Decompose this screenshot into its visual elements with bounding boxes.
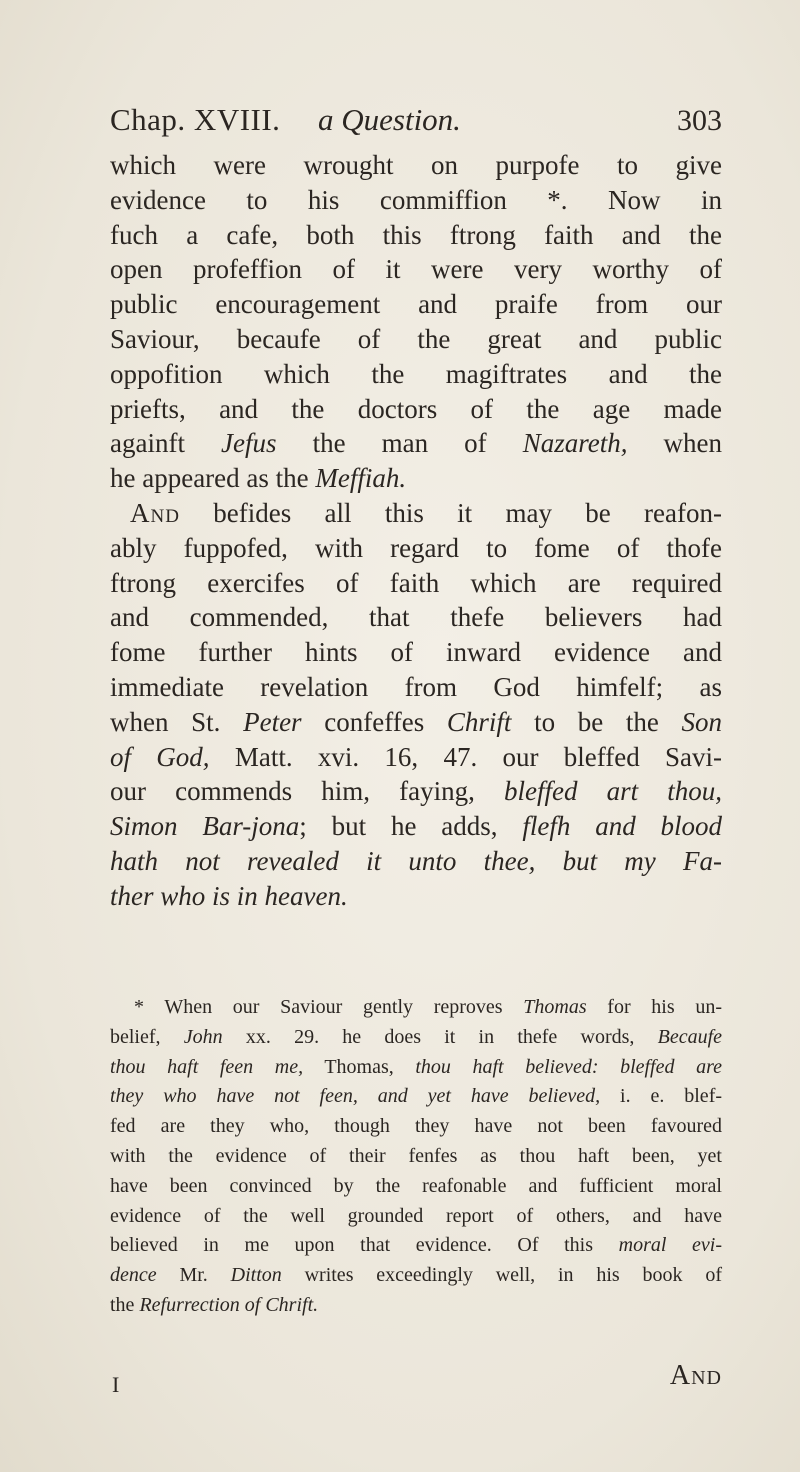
italic-quotation: ther who is in heaven. (110, 880, 348, 911)
text-line: ftrong exercifes of faith which are required (110, 567, 722, 598)
text-line: and commended, that thefe believers had (110, 602, 722, 633)
footnote-line (110, 1082, 722, 1112)
italic-name-ditton: Ditton (230, 1264, 282, 1287)
italic-name-christ: Chrift (446, 706, 512, 737)
text-run: Matt. xvi. 16, 47. our bleffed Savi- (234, 741, 723, 772)
footnote-line (110, 1023, 722, 1053)
text-line (110, 774, 722, 809)
italic-name-messiah: Meffiah. (315, 463, 407, 494)
italic-quotation: hath not revealed it unto thee, but my Fa- (110, 845, 722, 876)
text-run: befides all this it may be reafon- (213, 497, 722, 528)
catchword: And (669, 1360, 722, 1391)
italic-name-thomas: Thomas (523, 996, 587, 1018)
italic-quotation: Becaufe (657, 1025, 723, 1048)
small-caps-and: And (130, 497, 180, 528)
italic-name-nazareth: Nazareth, (522, 428, 628, 459)
text-run: xx. 29. he does it in thefe words, (245, 1025, 635, 1048)
italic-quotation: thou haft feen me, (110, 1055, 304, 1078)
footnote-line: with the evidence of their fenfes as thou haft been, yet (110, 1144, 722, 1167)
italic-name-simon: Simon Bar-jona (110, 811, 300, 842)
text-line (110, 809, 722, 844)
footnote-line: fed are they who, though they have not been favoured (110, 1115, 722, 1138)
footnote-line: have been convinced by the reafonable and fufficient moral (110, 1174, 722, 1197)
text-line: oppofition which the magiftrates and the (110, 358, 722, 389)
text-line (110, 740, 722, 775)
italic-word-son: Son (681, 706, 723, 737)
text-run: believed in me upon that evidence. Of this (110, 1234, 594, 1257)
text-run: to be the (534, 706, 659, 737)
italic-of-god: of God, (110, 741, 210, 772)
signature-mark: I (112, 1372, 120, 1397)
chapter-heading: Chap. XVIII. (110, 102, 281, 137)
text-run: when St. (110, 706, 221, 737)
text-run: the (110, 1293, 135, 1316)
text-line: fome further hints of inward evidence and (110, 637, 722, 668)
paragraph-start-line (110, 496, 722, 531)
text-run: againft (110, 428, 185, 459)
text-line: public encouragement and praife from our (110, 289, 722, 320)
text-line: which were wrought on purpofe to give (110, 150, 722, 180)
text-line: priefts, and the doctors of the age made (110, 393, 722, 424)
text-run: for his un- (607, 996, 722, 1018)
text-line: ably fuppofed, with regard to fome of thofe (110, 532, 722, 563)
italic-book-title: Refurrection of Chrift. (139, 1293, 319, 1316)
footnote-line: evidence of the well grounded report of others, and have (110, 1204, 722, 1227)
text-line: Saviour, becaufe of the great and public (110, 323, 722, 354)
text-run: * When our Saviour gently reproves (134, 996, 503, 1018)
text-line (110, 705, 722, 740)
text-run: i. e. blef- (620, 1085, 723, 1108)
italic-quotation: they who have not feen, and yet have believed, (110, 1085, 601, 1108)
italic-quotation: bleffed art thou, (504, 776, 723, 807)
italic-word: dence (110, 1264, 157, 1287)
italic-quotation: thou haft believed: bleffed are (415, 1055, 722, 1078)
text-run: our commends him, faying, (110, 776, 475, 807)
text-run: writes exceedingly well, in his book of (304, 1264, 723, 1287)
running-title: a Question. (318, 102, 461, 137)
text-run: he appeared as the (110, 463, 309, 494)
footnote (110, 993, 722, 1321)
text-line: open profeffion of it were very worthy of (110, 254, 722, 285)
running-header (110, 102, 722, 148)
italic-phrase: moral evi- (618, 1234, 722, 1257)
main-text (110, 148, 722, 914)
text-line (110, 426, 722, 461)
italic-name-john: John (183, 1025, 223, 1048)
text-run: belief, (110, 1025, 161, 1048)
text-run: when (663, 428, 723, 459)
footnote-line (110, 1231, 722, 1261)
text-run: confeffes (324, 706, 425, 737)
page-number: 303 (677, 104, 722, 137)
italic-quotation: flefh and blood (522, 811, 723, 842)
italic-name-peter: Peter (243, 706, 302, 737)
text-run: Thomas, (324, 1055, 394, 1078)
footnote-line (110, 993, 722, 1023)
text-line (110, 461, 722, 496)
footnote-line (110, 1261, 722, 1291)
text-line (110, 879, 722, 914)
text-run: ; but he adds, (299, 811, 498, 842)
text-run: Mr. (179, 1264, 208, 1287)
text-line: immediate revelation from God himfelf; as (110, 671, 722, 702)
italic-name-jesus: Jefus (221, 428, 277, 459)
footnote-line (110, 1291, 722, 1321)
text-line (110, 844, 722, 879)
text-run: the man of (312, 428, 487, 459)
footnote-line (110, 1053, 722, 1083)
text-line: evidence to his commiffion *. Now in (110, 184, 722, 215)
text-line: fuch a cafe, both this ftrong faith and the (110, 219, 722, 250)
